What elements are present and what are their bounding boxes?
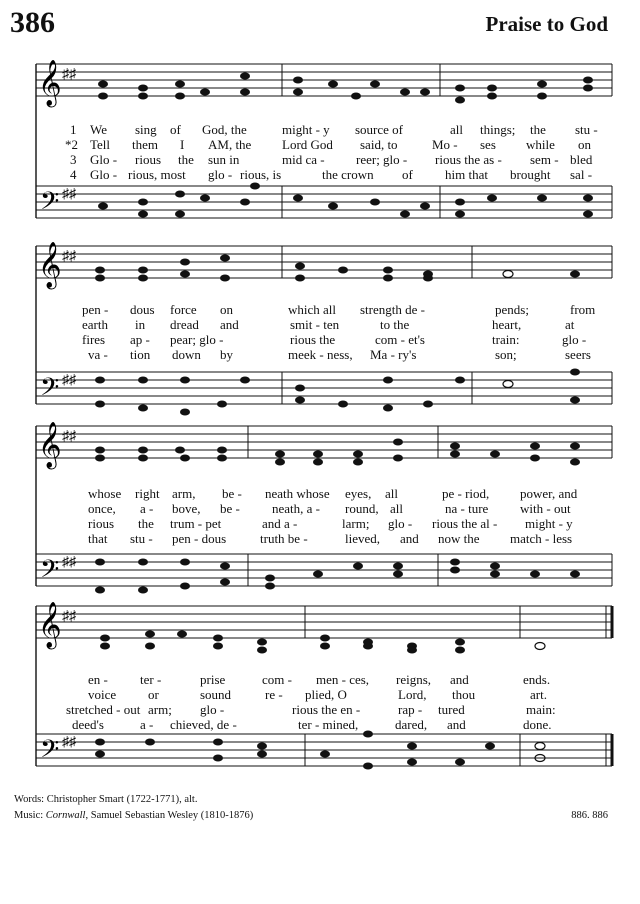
syllable: of <box>402 167 413 182</box>
syllable: sun in <box>208 152 240 167</box>
syllable: things; <box>480 122 516 137</box>
syllable: I <box>180 137 185 152</box>
syllable: stu - <box>575 122 598 137</box>
syllable: bove, <box>172 501 201 516</box>
svg-text:𝄢: 𝄢 <box>40 555 60 590</box>
syllable: and a - <box>262 516 298 531</box>
syllable: at <box>565 317 575 332</box>
verse-marker: 4 <box>70 167 77 182</box>
syllable: meek - ness, <box>288 347 353 362</box>
syllable: down <box>172 347 201 362</box>
syllable: pe - riod, <box>442 486 490 501</box>
syllable: rious the <box>290 332 336 347</box>
syllable: brought <box>510 167 551 182</box>
syllable: source of <box>355 122 404 137</box>
syllable: neath, a - <box>272 501 321 516</box>
syllable: ses <box>480 137 496 152</box>
syllable: son; <box>495 347 517 362</box>
syllable: rious <box>135 152 161 167</box>
hymn-title: Praise to God <box>485 12 608 36</box>
syllable: by <box>220 347 233 362</box>
svg-text:♯♯: ♯♯ <box>62 609 76 624</box>
syllable: the <box>138 516 154 531</box>
syllable: in <box>135 317 146 332</box>
syllable: of <box>170 122 181 137</box>
syllable: be - <box>220 501 240 516</box>
syllable: en - <box>88 672 108 687</box>
syllable: the crown <box>322 167 374 182</box>
syllable: with - out <box>520 501 571 516</box>
syllable: Glo - <box>90 152 118 167</box>
syllable: neath whose <box>265 486 330 501</box>
syllable: mid ca - <box>282 152 325 167</box>
syllable: all <box>385 486 398 501</box>
syllable: rious, is <box>240 167 282 182</box>
lyric-line <box>60 486 620 501</box>
syllable: done. <box>523 717 552 732</box>
syllable: arm; <box>148 702 172 717</box>
syllable: match - less <box>510 531 573 546</box>
syllable: to the <box>380 317 410 332</box>
lyric-line <box>60 137 620 152</box>
syllable: seers <box>565 347 591 362</box>
syllable: and <box>447 717 466 732</box>
syllable: We <box>90 122 107 137</box>
syllable: rious the as - <box>435 152 502 167</box>
syllable: while <box>526 137 555 152</box>
syllable: train: <box>492 332 520 347</box>
lyric-line <box>60 687 620 702</box>
syllable: the <box>530 122 546 137</box>
syllable: va - <box>88 347 108 362</box>
svg-text:𝄞: 𝄞 <box>38 602 62 648</box>
syllable: plied, O <box>305 687 347 702</box>
syllable: power, and <box>520 486 578 501</box>
syllable: bled <box>570 152 593 167</box>
syllable: heart, <box>492 317 522 332</box>
syllable: sing <box>135 122 157 137</box>
syllable: na - ture <box>445 501 489 516</box>
syllable: God, the <box>202 122 247 137</box>
syllable: round, <box>345 501 379 516</box>
syllable: him that <box>445 167 488 182</box>
syllable: right <box>135 486 160 501</box>
syllable: glo - <box>200 702 225 717</box>
syllable: might - y <box>282 122 330 137</box>
syllable: all <box>390 501 403 516</box>
syllable: tion <box>130 347 151 362</box>
syllable: rious, most <box>128 167 186 182</box>
syllable: whose <box>88 486 122 501</box>
syllable: a - <box>140 501 154 516</box>
lyric-line <box>60 717 620 732</box>
svg-text:♯♯: ♯♯ <box>62 373 76 388</box>
svg-text:♯♯: ♯♯ <box>62 187 76 202</box>
syllable: tured <box>438 702 465 717</box>
lyric-line <box>60 152 620 167</box>
syllable: arm, <box>172 486 196 501</box>
lyric-line <box>60 702 620 717</box>
syllable: Tell <box>90 137 111 152</box>
syllable: dared, <box>395 717 428 732</box>
lyrics-block-4 <box>60 672 620 732</box>
syllable: on <box>578 137 591 152</box>
svg-text:𝄢: 𝄢 <box>40 735 60 770</box>
syllable: lieved, <box>345 531 381 546</box>
syllable: com - et's <box>375 332 425 347</box>
syllable: ends. <box>523 672 551 687</box>
syllable: smit - ten <box>290 317 340 332</box>
lyric-line <box>60 347 620 362</box>
verse-marker: 3 <box>70 152 77 167</box>
syllable: stretched - out <box>66 702 141 717</box>
lyric-line <box>60 332 620 347</box>
music-credit-prefix: Music: <box>14 810 46 821</box>
svg-text:𝄞: 𝄞 <box>38 242 62 288</box>
syllable: dread <box>170 317 199 332</box>
lyrics-block-3 <box>60 486 620 546</box>
syllable: Lord, <box>398 687 427 702</box>
syllable: com - <box>262 672 292 687</box>
syllable: fires <box>82 332 106 347</box>
syllable: stu - <box>130 531 153 546</box>
syllable: pends; <box>495 302 529 317</box>
syllable: prise <box>200 672 226 687</box>
syllable: from <box>570 302 596 317</box>
svg-text:𝄞: 𝄞 <box>38 60 62 106</box>
svg-text:♯♯: ♯♯ <box>62 735 76 750</box>
lyric-line <box>60 317 620 332</box>
syllable: Glo - <box>90 167 118 182</box>
lyric-line <box>60 122 620 137</box>
syllable: that <box>88 531 108 546</box>
syllable: thou <box>452 687 476 702</box>
tune-name: Cornwall <box>45 810 86 821</box>
syllable: deed's <box>72 717 104 732</box>
syllable: dous <box>130 302 155 317</box>
syllable: chieved, de - <box>170 717 237 732</box>
syllable: and <box>220 317 239 332</box>
lyric-line <box>60 516 620 531</box>
syllable: a - <box>140 717 154 732</box>
syllable: pear; glo - <box>170 332 224 347</box>
syllable: earth <box>82 317 108 332</box>
meter: 886. 886 <box>571 810 608 821</box>
syllable: strength de - <box>360 302 425 317</box>
syllable: sem - <box>530 152 559 167</box>
music-credit <box>14 810 253 821</box>
words-credit: Words: Christopher Smart (1722-1771), alt. <box>14 794 198 805</box>
syllable: rious <box>88 516 114 531</box>
syllable: glo - <box>388 516 413 531</box>
syllable: the <box>178 152 194 167</box>
syllable: be - <box>222 486 242 501</box>
syllable: and <box>400 531 419 546</box>
syllable: glo - <box>562 332 587 347</box>
syllable: them <box>132 137 158 152</box>
syllable: sal - <box>570 167 593 182</box>
syllable: reigns, <box>396 672 432 687</box>
lyrics-block-1 <box>60 122 620 182</box>
syllable: Mo - <box>432 137 458 152</box>
syllable: men - ces, <box>316 672 370 687</box>
syllable: truth be - <box>260 531 308 546</box>
syllable: sound <box>200 687 232 702</box>
syllable: all <box>450 122 463 137</box>
svg-text:♯♯: ♯♯ <box>62 67 76 82</box>
lyric-line <box>60 167 620 182</box>
syllable: might - y <box>525 516 573 531</box>
svg-text:𝄢: 𝄢 <box>40 373 60 408</box>
syllable: main: <box>526 702 556 717</box>
syllable: art. <box>530 687 547 702</box>
syllable: and <box>450 672 469 687</box>
lyrics-block-2 <box>60 302 620 362</box>
svg-text:𝄞: 𝄞 <box>38 422 62 468</box>
syllable: pen - dous <box>172 531 227 546</box>
syllable: re - <box>265 687 283 702</box>
verse-marker: 1 <box>70 122 77 137</box>
syllable: or <box>148 687 159 702</box>
syllable: ap - <box>130 332 150 347</box>
syllable: now the <box>438 531 480 546</box>
hymn-number: 386 <box>10 6 55 39</box>
syllable: voice <box>88 687 117 702</box>
syllable: larm; <box>342 516 370 531</box>
syllable: eyes, <box>345 486 372 501</box>
syllable: rap - <box>398 702 423 717</box>
syllable: rious the al - <box>432 516 498 531</box>
lyric-line <box>60 302 620 317</box>
svg-text:♯♯: ♯♯ <box>62 429 76 444</box>
svg-text:𝄢: 𝄢 <box>40 187 60 222</box>
syllable: said, to <box>360 137 398 152</box>
syllable: rious the en - <box>292 702 361 717</box>
syllable: once, <box>88 501 116 516</box>
svg-text:♯♯: ♯♯ <box>62 249 76 264</box>
syllable: AM, the <box>208 137 252 152</box>
syllable: glo - <box>208 167 233 182</box>
syllable: pen - <box>82 302 109 317</box>
syllable: trum - pet <box>170 516 222 531</box>
verse-marker: *2 <box>65 137 78 152</box>
syllable: reer; glo - <box>356 152 408 167</box>
syllable: ter - mined, <box>298 717 359 732</box>
lyric-line <box>60 531 620 546</box>
syllable: ter - <box>140 672 162 687</box>
svg-text:♯♯: ♯♯ <box>62 555 76 570</box>
music-credit-composer: , Samuel Sebastian Wesley (1810-1876) <box>85 810 254 821</box>
syllable: Ma - ry's <box>370 347 417 362</box>
syllable: Lord God <box>282 137 333 152</box>
lyric-line <box>60 672 620 687</box>
lyric-line <box>60 501 620 516</box>
syllable: on <box>220 302 233 317</box>
syllable: which all <box>288 302 337 317</box>
syllable: force <box>170 302 197 317</box>
